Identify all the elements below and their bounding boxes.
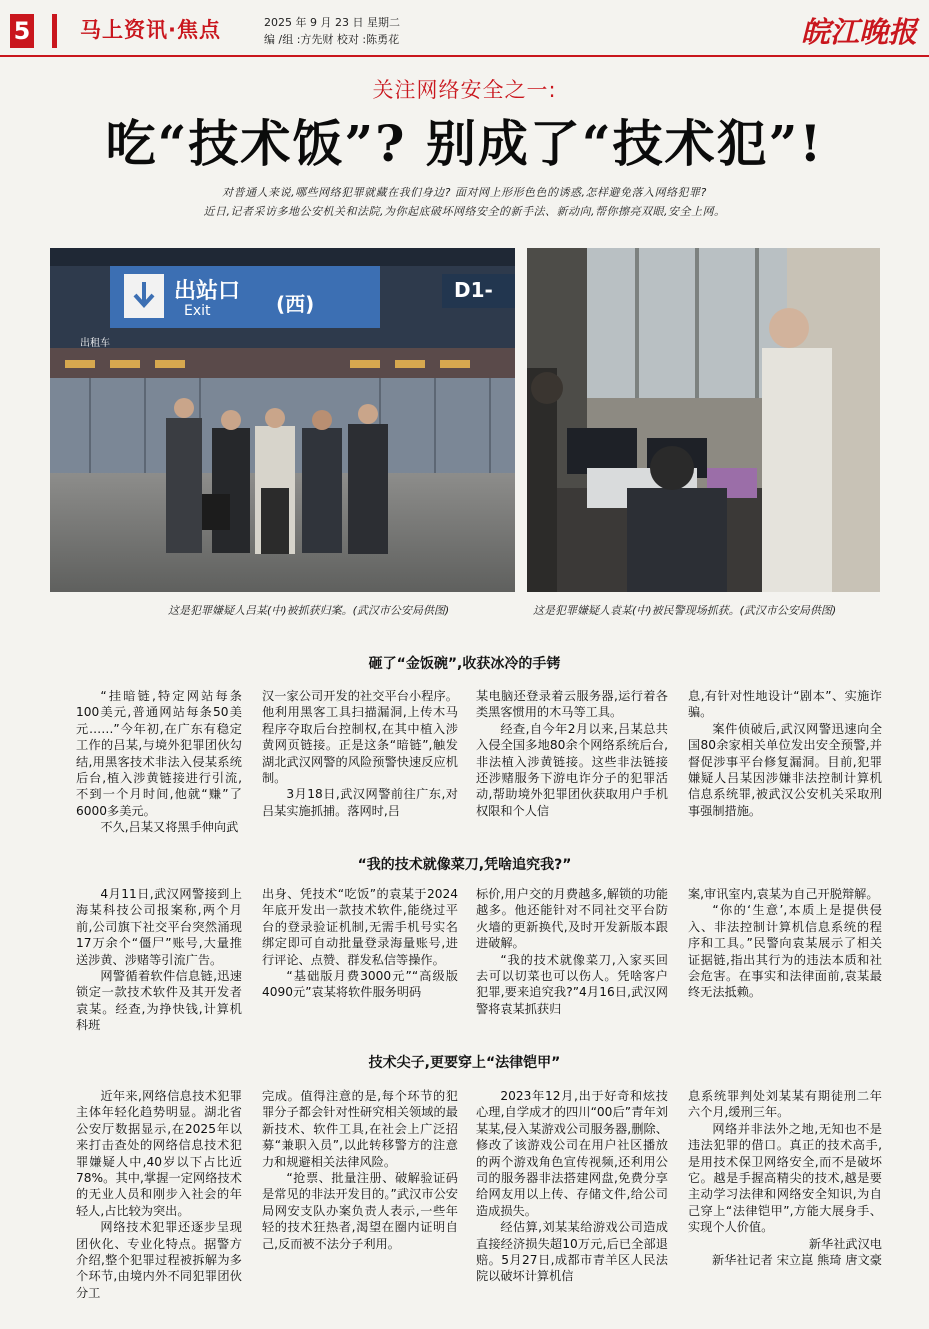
paragraph: 出身、凭技术“吃饭”的袁某于2024年底开发出一款技术软件,能绕过平台的登录验证机制,无需手机号实名绑定即可自动批量登录海量账号,进行评论、点赞、群发私信等操作。 <box>262 887 458 967</box>
section-1-col-4 <box>688 688 882 819</box>
date-line: 2025 年 9 月 23 日 星期二 <box>264 16 400 29</box>
section-2-col-4 <box>688 886 882 1001</box>
station-sign-west: (西) <box>276 292 315 316</box>
paragraph: “你的‘生意’,本质上是提供侵入、非法控制计算机信息系统的程序和工具。”民警向袁某展示了相关证据链,指出其行为的违法本质和社会危害。在事实和法律面前,袁某最终无法抵赖。 <box>688 903 882 1000</box>
paragraph: 2023年12月,出于好奇和炫技心理,自学成才的四川“00后”青年刘某某,侵入某游戏公司服务器,删除、修改了该游戏公司在用户社区播放的两个游戏角色宣传视频,还利用公司的服务器非法搭建网盘,免费分享给网友用以上传、存储文件,给公司造成损失。 <box>476 1089 668 1218</box>
paragraph: “抢票、批量注册、破解验证码是常见的非法开发目的。”武汉市公安局网安支队办案负责人表示,一些年轻的技术狂热者,渴望在圈内证明自己,反而被不法分子利用。 <box>262 1171 458 1251</box>
section-2-col-2 <box>262 886 458 1001</box>
paragraph: 息,有针对性地设计“剧本”、实施诈骗。 <box>688 689 882 720</box>
paragraph: “基础版月费3000元”“高级版4090元”袁某将软件服务明码 <box>262 969 458 1000</box>
paragraph: 完成。值得注意的是,每个环节的犯罪分子都会针对性研究相关领域的最新技术、软件工具,在社会上广泛招募“兼职入员”,以此转移警方的注意力和规避相关法律风险。 <box>262 1089 458 1169</box>
paragraph: 4月11日,武汉网警接到上海某科技公司报案称,两个月前,公司旗下社交平台突然涌现17万余个“僵尸”账号,大量推送涉黄、涉赌等引流广告。 <box>76 887 242 967</box>
section-1-col-2 <box>262 688 458 819</box>
header-divider <box>52 14 57 48</box>
paragraph: 经估算,刘某某给游戏公司造成直接经济损失超10万元,后已全部退赔。5月27日,成都市青羊区人民法院以破坏计算机信 <box>476 1220 668 1284</box>
section-1-col-1 <box>76 688 242 836</box>
paragraph: 某电脑还登录着云服务器,运行着各类黑客惯用的木马等工具。 <box>476 689 668 720</box>
office-scene <box>527 248 880 592</box>
paragraph: 标价,用户交的月费越多,解锁的功能越多。他还能针对不同社交平台防火墙的更新换代,及时开发新版本跟进破解。 <box>476 887 668 951</box>
reporter-credit: 新华社记者 宋立崑 熊琦 唐文豪 <box>711 1253 882 1268</box>
paragraph: 汉一家公司开发的社交平台小程序。他利用黑客工具扫描漏洞,上传木马程序夺取后台控制权,在其中植入涉黄网页链接。正是这条“暗链”,触发湖北武汉网警的风险预警快速反应机制。 <box>262 689 458 786</box>
station-sign-taxi: 出租车 <box>80 338 110 349</box>
article-headline: 吃“技术饭”? 别成了“技术犯”! <box>105 114 824 173</box>
masthead-logo: 皖江晚报 <box>800 15 917 49</box>
section-3-col-1 <box>76 1088 242 1301</box>
paragraph: 近年来,网络信息技术犯罪主体年轻化趋势明显。湖北省公安厅数据显示,在2025年以来打击查处的网络信息技术犯罪嫌疑人中,40岁以下占比近78%。其中,掌握一定网络技术的无业人员和刚步入社会的年轻人,占比较为突出。 <box>76 1089 242 1218</box>
paragraph: 案,审讯室内,袁某为自己开脱辩解。 <box>688 887 879 901</box>
article-kicker: 关注网络安全之一: <box>372 78 557 102</box>
editor-line: 编 /组 :方先财 校对 :陈勇花 <box>264 33 400 46</box>
section-2-title: “我的技术就像菜刀,凭啥追究我?” <box>357 857 572 873</box>
section-title: 马上资讯·焦点 <box>80 18 221 42</box>
photo-1-caption: 这是犯罪嫌疑人吕某(中)被抓获归案。(武汉市公安局供图) <box>168 604 450 617</box>
page-number: 5 <box>10 14 34 48</box>
byline: 新华社武汉电 <box>808 1236 882 1251</box>
lead-line-1: 对普通人来说,哪些网络犯罪就藏在我们身边? 面对网上形形色色的诱惑,怎样避免落入网络犯罪? <box>222 186 707 199</box>
paragraph: 息系统罪判处刘某某有期徒刑二年六个月,缓刑三年。 <box>688 1089 882 1120</box>
section-2-col-3 <box>476 886 668 1017</box>
lead-line-2: 近日,记者采访多地公安机关和法院,为你起底破坏网络安全的新手法、新动向,帮你擦亮双眼,安全上网。 <box>203 205 726 218</box>
paragraph: “我的技术就像菜刀,入家买回去可以切菜也可以伤人。凭啥客户犯罪,要来追究我?”4月16日,武汉网警将袁某抓获归 <box>476 952 668 1016</box>
photo-2-caption: 这是犯罪嫌疑人袁某(中)被民警现场抓获。(武汉市公安局供图) <box>533 604 837 617</box>
section-1-col-3 <box>476 688 668 819</box>
station-sign-text: 出站口 <box>174 279 241 304</box>
paragraph: 3月18日,武汉网警前往广东,对吕某实施抓捕。落网时,吕 <box>262 787 458 818</box>
section-2-col-1 <box>76 886 242 1034</box>
paragraph: 网警循着软件信息链,迅速锁定一款技术软件及其开发者袁某。经查,为挣快钱,计算机科班 <box>76 969 242 1033</box>
paragraph: 网络并非法外之地,无知也不是违法犯罪的借口。真正的技术高手,是用技术保卫网络安全,而不是破坏它。越是手握高精尖的技术,越是要主动学习法律和网络安全知识,为自己穿上“法律铠甲”,方能大展身手、实现个人价值。 <box>688 1121 882 1235</box>
section-1-title: 砸了“金饭碗”,收获冰冷的手铐 <box>368 656 561 672</box>
header-rule <box>0 55 929 57</box>
paragraph: 案件侦破后,武汉网警迅速向全国80余家相关单位发出安全预警,并督促涉事平台修复漏洞。目前,犯罪嫌疑人吕某因涉嫌非法控制计算机信息系统罪,被武汉公安机关采取刑事强制措施。 <box>688 721 882 818</box>
paragraph: 经查,自今年2月以来,吕某总共入侵全国多地80余个网络系统后台,非法植入涉黄链接。这些非法链接还涉赌服务下游电诈分子的犯罪活动,帮助境外犯罪团伙获取用户手机权限和个人信 <box>476 721 668 818</box>
photo-arrest-office <box>527 248 880 592</box>
section-3-col-3 <box>476 1088 668 1285</box>
section-3-title: 技术尖子,更要穿上“法律铠甲” <box>368 1055 561 1071</box>
station-sign-d1: D1- <box>454 278 493 302</box>
section-3-col-2 <box>262 1088 458 1252</box>
paragraph: 网络技术犯罪还逐步呈现团伙化、专业化特点。据警方介绍,整个犯罪过程被拆解为多个环节,由境内外不同犯罪团伙分工 <box>76 1220 242 1300</box>
photo-arrest-station <box>50 248 515 592</box>
paragraph: 不久,吕某又将黑手伸向武 <box>100 820 239 835</box>
station-sign-exit: Exit <box>184 303 211 319</box>
section-3-col-4 <box>688 1088 882 1268</box>
paragraph: “挂暗链,特定网站每条100美元,普通网站每条50美元……”今年初,在广东有稳定工作的吕某,与境外犯罪团伙勾结,用黑客技术非法入侵某系统后台,植入涉黄链接进行引流,不到一个月时间,他就“赚”了6000多美元。 <box>76 689 242 818</box>
